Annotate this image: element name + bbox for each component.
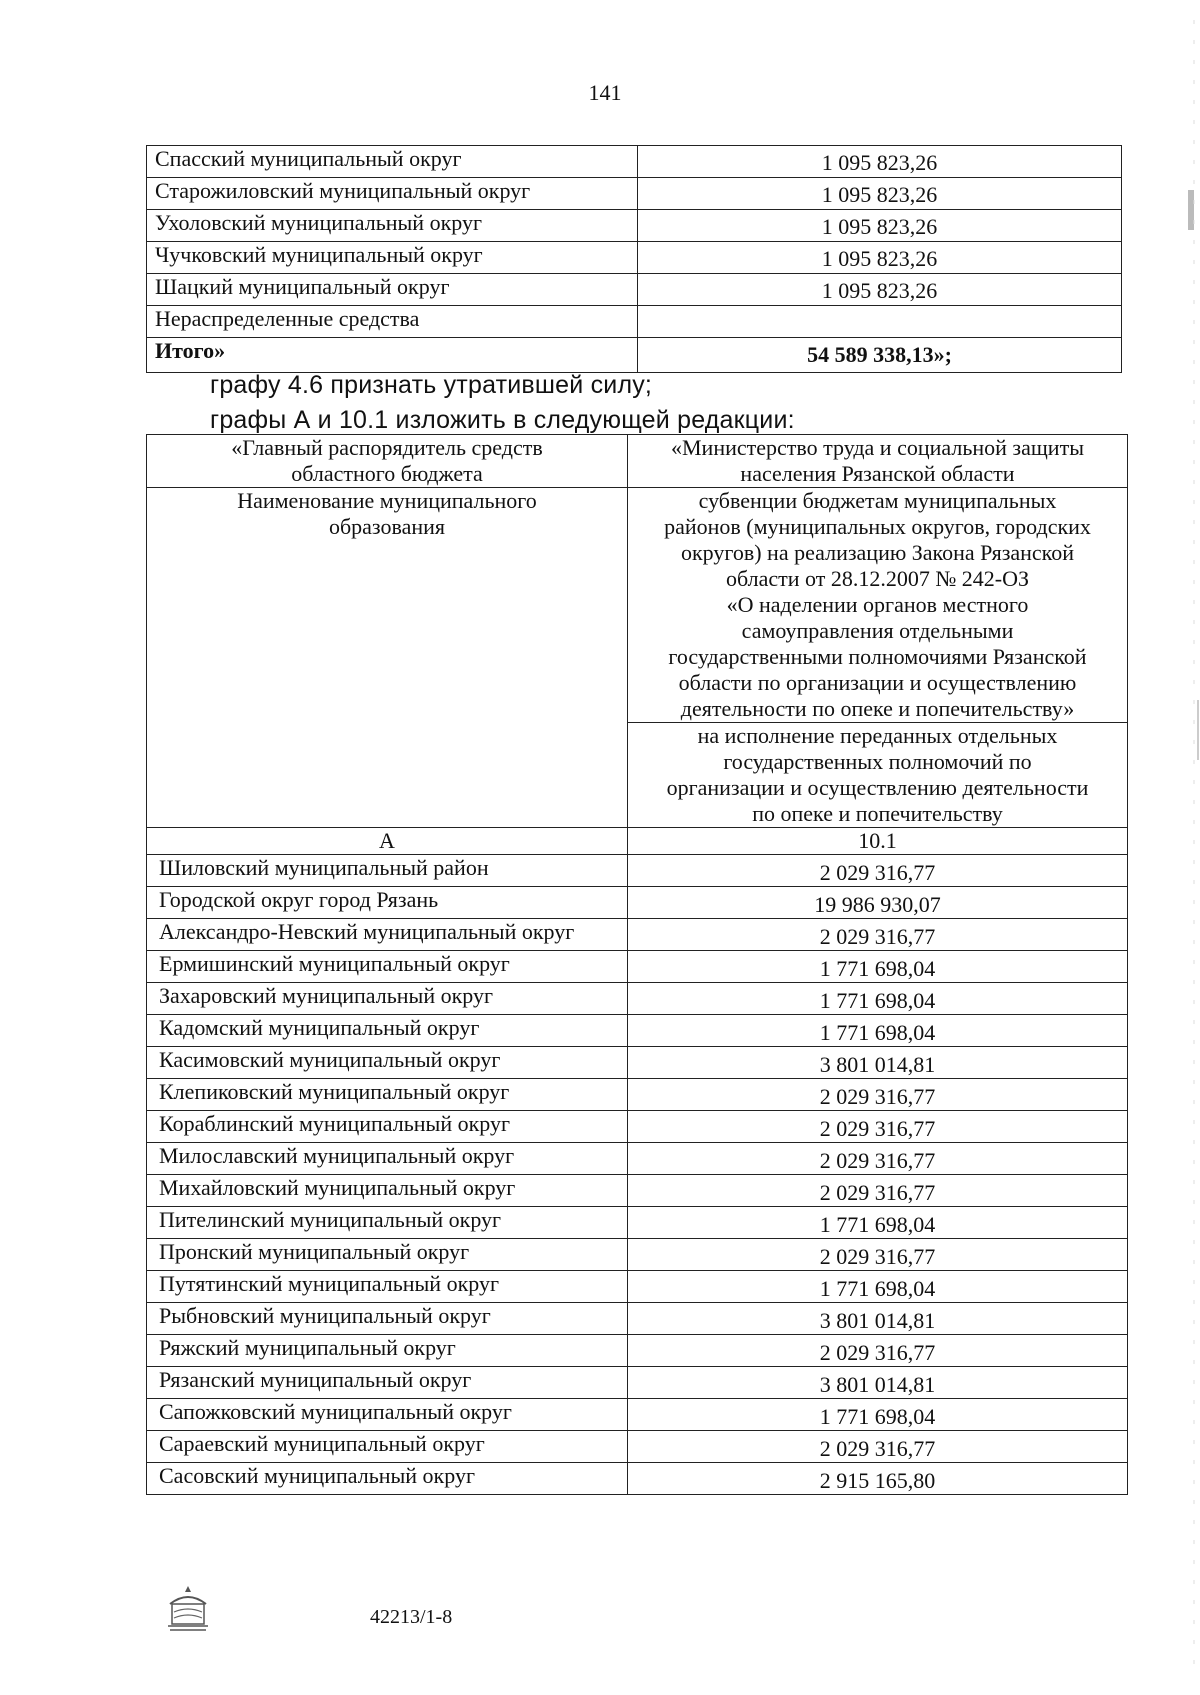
amount-value: 2 915 165,80 <box>628 1463 1128 1495</box>
col-a-label: А <box>147 828 628 855</box>
execution-text: на исполнение переданных отдельных государственных полномочий по организации и осуществлению деятельности по опеке и попечительству <box>666 723 1089 826</box>
table-row <box>147 146 1122 178</box>
municipality-name: Кораблинский муниципальный округ <box>147 1111 628 1143</box>
table-row <box>147 1015 1128 1047</box>
table-row <box>147 1399 1128 1431</box>
amount-value: 1 095 823,26 <box>638 146 1122 178</box>
amount-value: 2 029 316,77 <box>628 1335 1128 1367</box>
table-row <box>147 306 1122 338</box>
table-row <box>147 855 1128 887</box>
execution-cell <box>628 723 1128 828</box>
amount-value: 1 771 698,04 <box>628 1271 1128 1303</box>
municipality-name: Пителинский муниципальный округ <box>147 1207 628 1239</box>
admin-label: «Главный распорядитель средств областного бюджета <box>231 435 543 486</box>
table-row <box>147 951 1128 983</box>
municipality-name: Сасовский муниципальный округ <box>147 1463 628 1495</box>
scan-edge-marks <box>1180 0 1200 1695</box>
amount-value <box>638 306 1122 338</box>
municipality-name: Ермишинский муниципальный округ <box>147 951 628 983</box>
municipality-name: Ухоловский муниципальный округ <box>147 210 638 242</box>
amount-value: 1 771 698,04 <box>628 983 1128 1015</box>
municipality-name: Захаровский муниципальный округ <box>147 983 628 1015</box>
table-row <box>147 919 1128 951</box>
admin-label-cell <box>147 435 628 488</box>
table-row <box>147 1431 1128 1463</box>
amount-value: 2 029 316,77 <box>628 1079 1128 1111</box>
total-label: Итого» <box>147 338 638 373</box>
amount-value: 3 801 014,81 <box>628 1367 1128 1399</box>
table-row <box>147 178 1122 210</box>
municipality-name: Сараевский муниципальный округ <box>147 1431 628 1463</box>
table-row <box>147 1239 1128 1271</box>
amount-value: 19 986 930,07 <box>628 887 1128 919</box>
amount-value: 2 029 316,77 <box>628 1175 1128 1207</box>
instruction-line-2: графы А и 10.1 изложить в следующей редакции: <box>210 406 795 434</box>
municipality-name: Ряжский муниципальный округ <box>147 1335 628 1367</box>
municipality-name: Клепиковский муниципальный округ <box>147 1079 628 1111</box>
municipality-name: Рыбновский муниципальный округ <box>147 1303 628 1335</box>
subvention-text: субвенции бюджетам муниципальных районов (муниципальных округов, городских округов) на реализацию Закона Рязанской области от 28.12.2007 № 242-ОЗ «О наделении органов местного самоуправления отдельными государственными полномочиями Рязанской области по организации и осуществлению деятельности по опеке и попечительству» <box>664 488 1091 721</box>
municipality-name: Рязанский муниципальный округ <box>147 1367 628 1399</box>
municipality-name: Нераспределенные средства <box>147 306 638 338</box>
instruction-line-1: графу 4.6 признать утратившей силу; <box>210 371 653 399</box>
page-number: 141 <box>588 80 622 105</box>
table-row <box>147 1207 1128 1239</box>
municipality-name: Сапожковский муниципальный округ <box>147 1399 628 1431</box>
table-header-row <box>147 488 1128 723</box>
municipality-name: Пронский муниципальный округ <box>147 1239 628 1271</box>
amount-value: 2 029 316,77 <box>628 919 1128 951</box>
table-row <box>147 1047 1128 1079</box>
municipality-label: Наименование муниципального образования <box>237 488 537 539</box>
amount-value: 1 095 823,26 <box>638 178 1122 210</box>
amount-value: 2 029 316,77 <box>628 1239 1128 1271</box>
amount-value: 1 095 823,26 <box>638 210 1122 242</box>
column-letter-row <box>147 828 1128 855</box>
amount-value: 2 029 316,77 <box>628 1111 1128 1143</box>
document-code: 42213/1-8 <box>370 1606 453 1628</box>
table-row <box>147 1111 1128 1143</box>
amount-value: 1 771 698,04 <box>628 1399 1128 1431</box>
municipality-name: Касимовский муниципальный округ <box>147 1047 628 1079</box>
municipality-name: Милославский муниципальный округ <box>147 1143 628 1175</box>
municipality-name: Чучковский муниципальный округ <box>147 242 638 274</box>
municipality-label-cell <box>147 488 628 828</box>
municipality-name: Городской округ город Рязань <box>147 887 628 919</box>
table-row <box>147 1079 1128 1111</box>
municipality-name: Спасский муниципальный округ <box>147 146 638 178</box>
amount-value: 1 771 698,04 <box>628 1207 1128 1239</box>
table-row <box>147 1271 1128 1303</box>
amount-value: 1 095 823,26 <box>638 274 1122 306</box>
table-row <box>147 242 1122 274</box>
amount-value: 1 771 698,04 <box>628 951 1128 983</box>
amount-value: 2 029 316,77 <box>628 1143 1128 1175</box>
amount-value: 2 029 316,77 <box>628 1431 1128 1463</box>
municipality-name: Шиловский муниципальный район <box>147 855 628 887</box>
municipality-name: Старожиловский муниципальный округ <box>147 178 638 210</box>
municipality-name: Кадомский муниципальный округ <box>147 1015 628 1047</box>
table-row <box>147 274 1122 306</box>
municipality-name: Шацкий муниципальный округ <box>147 274 638 306</box>
total-value: 54 589 338,13»; <box>638 338 1122 373</box>
amount-value: 1 095 823,26 <box>638 242 1122 274</box>
table-row <box>147 210 1122 242</box>
amount-value: 2 029 316,77 <box>628 855 1128 887</box>
subvention-cell <box>628 488 1128 723</box>
amount-value: 3 801 014,81 <box>628 1303 1128 1335</box>
amount-value: 1 771 698,04 <box>628 1015 1128 1047</box>
allocation-table-continued <box>146 145 1122 373</box>
seal-stamp-icon <box>160 1582 216 1638</box>
municipality-name: Михайловский муниципальный округ <box>147 1175 628 1207</box>
table-row <box>147 1175 1128 1207</box>
col-b-label: 10.1 <box>628 828 1128 855</box>
table-row <box>147 887 1128 919</box>
table-row <box>147 1367 1128 1399</box>
table-row <box>147 1303 1128 1335</box>
total-row <box>147 338 1122 373</box>
table-header-row <box>147 435 1128 488</box>
table-row <box>147 1463 1128 1495</box>
municipality-name: Александро-Невский муниципальный округ <box>147 919 628 951</box>
admin-value-cell <box>628 435 1128 488</box>
table-row <box>147 983 1128 1015</box>
admin-value: «Министерство труда и социальной защиты населения Рязанской области <box>671 435 1084 486</box>
table-row <box>147 1335 1128 1367</box>
table-row <box>147 1143 1128 1175</box>
subvention-table <box>146 434 1128 1495</box>
amount-value: 3 801 014,81 <box>628 1047 1128 1079</box>
municipality-name: Путятинский муниципальный округ <box>147 1271 628 1303</box>
